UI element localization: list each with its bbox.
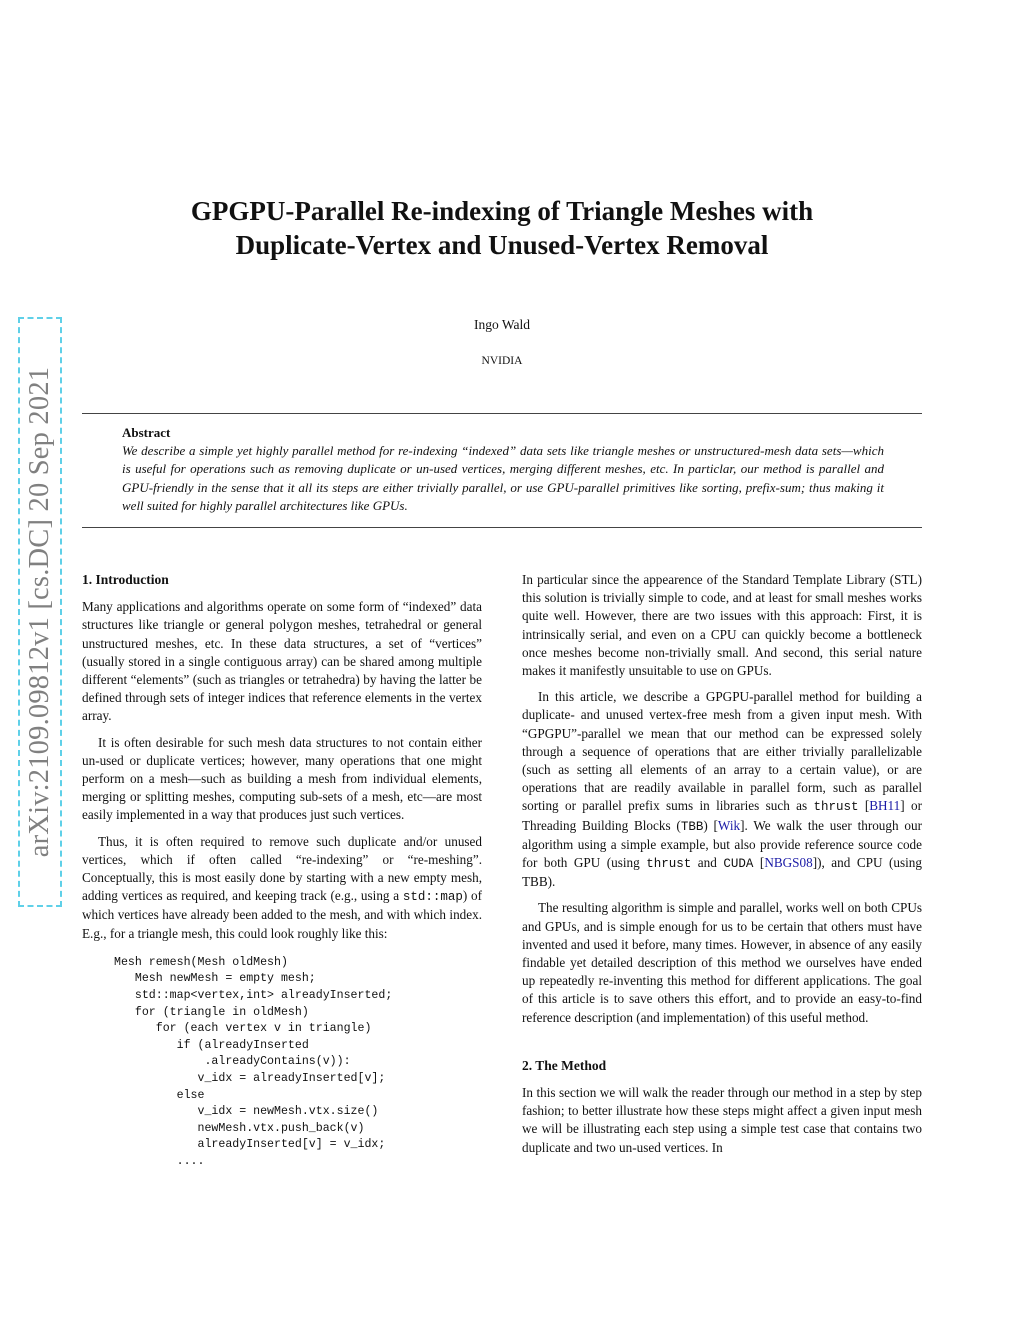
inline-code-tbb: TBB: [680, 819, 704, 834]
inline-code-cuda: CUDA: [723, 857, 754, 872]
abstract-heading: Abstract: [122, 425, 171, 440]
abstract: [122, 424, 884, 515]
citation-nbgs08[interactable]: NBGS08: [764, 855, 813, 871]
p2-text-b: ] or Threading Building Blocks (: [522, 798, 922, 833]
citation-bh11[interactable]: BH11: [869, 798, 901, 814]
bottom-rule: [82, 527, 922, 528]
top-rule: [82, 413, 922, 414]
title-line-2: Duplicate-Vertex and Unused-Vertex Removal: [235, 230, 769, 260]
left-column: [82, 571, 482, 1171]
intro-p3-text-b: ) of which vertices have already been added to the mesh, and with which index. E.g., for a triangle mesh, this could look roughly like this:: [82, 888, 482, 941]
arxiv-stamp: [18, 317, 62, 907]
intro-paragraph-2: It is often desirable for such mesh data structures to not contain either un-used or duplicate vertices; however, many operations that one might perform on a mesh—such as building a mesh from individual elements, merging or splitting meshes, computing sub-sets of a mesh, etc—are most easily implemented in a way that produces just such vertices.: [82, 734, 482, 823]
paper-title: [120, 194, 884, 262]
intro-paragraph-3: [82, 833, 482, 943]
p2-text-c: ]. We walk the user through our algorithm using a simple example, but also provide reference source code for both GPU (using: [522, 817, 922, 871]
right-paragraph-1: In particular since the appearence of the Standard Template Library (STL) this solution is trivially simple to code, and at least for small meshes works quite well. However, there are two issues with this approach: First, it is intrinsically serial, and even on a CPU can quickly become a bottleneck once meshes become non-trivially small. And second, this serial nature makes it manifestly unsuitable to use on GPUs.: [522, 572, 922, 679]
right-paragraph-2: In this article, we describe a GPGPU-parallel method for building a duplicate- and unused vertex-free mesh from a given input mesh. With “GPGPU”-parallel we mean that our method can be expressed solely through a sequence of operations that are either trivially parallelizable (such as setting all elements of an array to a certain value), or are operations that are readily available in parallel form, such as parallel sorting or parallel prefix sums in libraries such as thrust [BH11] or Threading Building Blocks (TBB) [Wik]. We walk the user through our algorithm using a simple example, but also provide reference source code for both GPU (using thrust and CUDA [NBGS08]), and CPU (using TBB).: [522, 689, 922, 890]
title-line-1: GPGPU-Parallel Re-indexing of Triangle Meshes with: [190, 196, 814, 226]
affiliation: NVIDIA: [481, 355, 523, 367]
citation-wik[interactable]: Wik: [717, 817, 741, 833]
inline-code-thrust-2: thrust: [646, 857, 692, 872]
intro-p3-text-a: Thus, it is often required to remove such duplicate and/or unused vertices, which if often called “re-indexing” or “re-meshing”. Conceptually, this is most easily done by starting with a new empty mesh, adding vertices as required, and keeping track (e.g., using a: [82, 833, 482, 904]
inline-code-thrust: thrust: [813, 800, 859, 815]
intro-paragraph-1: Many applications and algorithms operate on some form of “indexed” data structures like triangle or general polygon meshes, tetrahedral or general unstructured meshes, etc. In these data structures, a set of “vertices” (usually stored in a single contiguous array) can be shared among multiple different “elements” (such as triangles or tetrahedra) by having the latter be defined through sets of integer indices that reference elements in the vertex array.: [82, 599, 482, 724]
p2-text-e: ]), and CPU (using TBB).: [522, 855, 922, 890]
author: Ingo Wald: [473, 317, 531, 332]
inline-code-std-map: std::map: [402, 890, 463, 905]
code-listing: Mesh remesh(Mesh oldMesh) Mesh newMesh = empty mesh; std::map<vertex,int> alreadyInserted; for (triangle in oldMesh) for (each vertex v in triangle) if (alreadyInserted .alreadyContains(v)): v_idx = alreadyInserted[v]; else v_idx = newMesh.vtx.size() newMesh.vtx.push_back(v) alreadyInserted[v] = v_idx; ....: [114, 955, 393, 1168]
p2-text-d: and: [691, 855, 724, 871]
intro-heading: 1. Introduction: [82, 572, 169, 587]
method-paragraph-1: In this section we will walk the reader through our method in a step by step fashion; to better illustrate how these steps might affect a given input mesh we will be illustrating each step using a simple test case that contains two duplicate and two un-used vertices. In: [522, 1085, 922, 1155]
right-paragraph-3: The resulting algorithm is simple and parallel, works well on both CPUs and GPUs, and is simple enough for us to be certain that others must have invented and used it before, many times. However, in absence of any easily findable yet detailed description of this method we ourselves have ended up repeatedly re-inventing this method for different applications. The goal of this article is to save others this effort, and to provide an easy-to-find reference description (and implementation) of this useful method.: [522, 900, 922, 1025]
p2-text-a: In this article, we describe a GPGPU-parallel method for building a duplicate- and unused vertex-free mesh from a given input mesh. With “GPGPU”-parallel we mean that our method can be expressed solely through a sequence of operations that are either trivially parallelizable (such as setting all elements of an array to a certain value), or are operations that are readily available in parallel form, such as parallel sorting or parallel prefix sums in libraries such as: [522, 689, 922, 814]
right-column: [522, 571, 922, 1165]
abstract-text: We describe a simple yet highly parallel method for re-indexing “indexed” data sets like triangle meshes or unstructured-mesh data sets—which is useful for operations such as removing duplicate or un-used vertices, merging different meshes, etc. In particlar, our method is parallel and GPU-friendly in the sense that it all its steps are either trivially parallel, or use GPU-parallel primitives like sorting, prefix-sum; thus making it well suited for highly parallel architectures like GPUs.: [122, 443, 884, 513]
arxiv-id: arXiv:2109.09812v1 [cs.DC] 20 Sep 2021: [24, 366, 55, 858]
method-heading: 2. The Method: [522, 1057, 607, 1073]
